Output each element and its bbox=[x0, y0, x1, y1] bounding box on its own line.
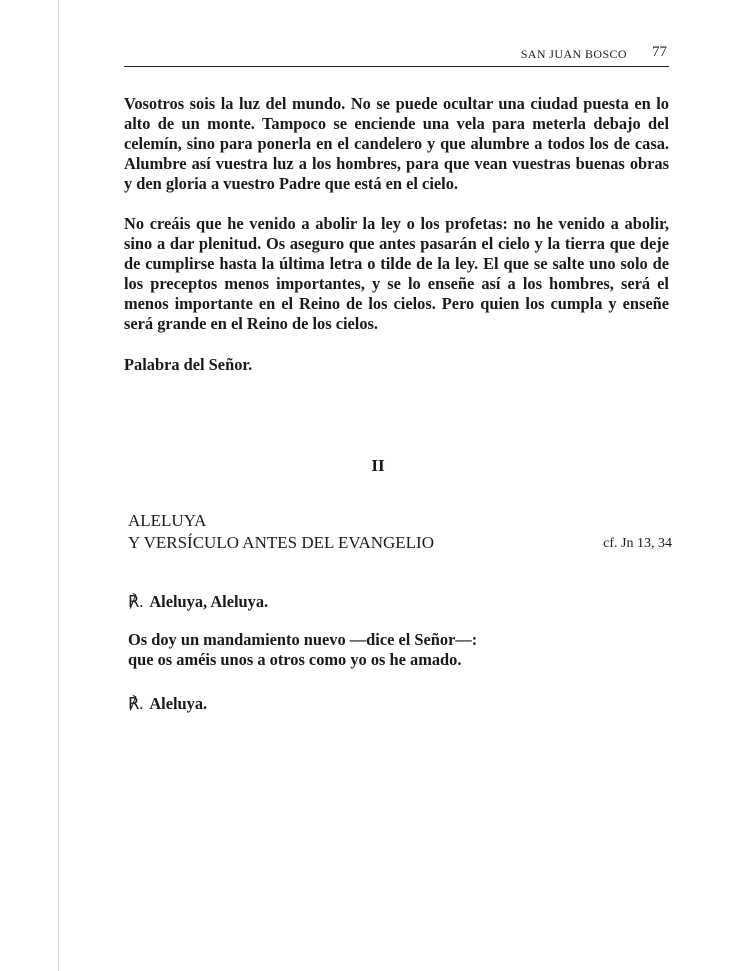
page-header bbox=[124, 42, 669, 67]
response-text-2: Aleluya. bbox=[149, 694, 208, 713]
response-line-1 bbox=[128, 592, 268, 612]
paragraph-ley-y-profetas: No creáis que he venido a abolir la ley o los profetas: no he venido a abolir, sino a dar plenitud. Os aseguro que antes pasarán el cielo y la tierra que deje de cumplirse hasta la última letra o tilde de la ley. El que se salte uno solo de los preceptos menos importantes, y se lo enseñe así a los hombres, será el menos importante en el Reino de los cielos. Pero quien los cumpla y enseñe será grande en el Reino de los cielos. bbox=[124, 214, 669, 333]
binding-margin-line bbox=[58, 0, 59, 971]
verse bbox=[128, 630, 477, 670]
paragraph-luz-del-mundo: Vosotros sois la luz del mundo. No se puede ocultar una ciudad puesta en lo alto de un monte. Tampoco se enciende una vela para meterla debajo del celemín, sino para ponerla en el candelero y que alumbre a todos los de casa. Alumbre así vuestra luz a los hombres, para que vean vuestras buenas obras y den gloria a vuestro Padre que está en el cielo. bbox=[124, 94, 669, 193]
section-title bbox=[128, 510, 434, 554]
response-icon: ℟. bbox=[128, 694, 144, 713]
section-title-line-2: Y VERSÍCULO ANTES DEL EVANGELIO bbox=[128, 533, 434, 552]
verse-line-1: Os doy un mandamiento nuevo —dice el Señor—: bbox=[128, 630, 478, 649]
verse-line-2: que os améis unos a otros como yo os he amado. bbox=[128, 650, 462, 669]
response-text-1: Aleluya, Aleluya. bbox=[149, 592, 269, 611]
running-title: SAN JUAN BOSCO bbox=[520, 47, 627, 61]
paragraph-palabra-del-senor: Palabra del Señor. bbox=[124, 355, 253, 374]
response-icon: ℟. bbox=[128, 592, 144, 611]
section-title-line-1: ALELUYA bbox=[128, 511, 207, 530]
page-number: 77 bbox=[652, 44, 667, 60]
section-number: II bbox=[371, 456, 385, 475]
response-line-2 bbox=[128, 694, 207, 714]
scripture-reference: cf. Jn 13, 34 bbox=[603, 536, 672, 551]
